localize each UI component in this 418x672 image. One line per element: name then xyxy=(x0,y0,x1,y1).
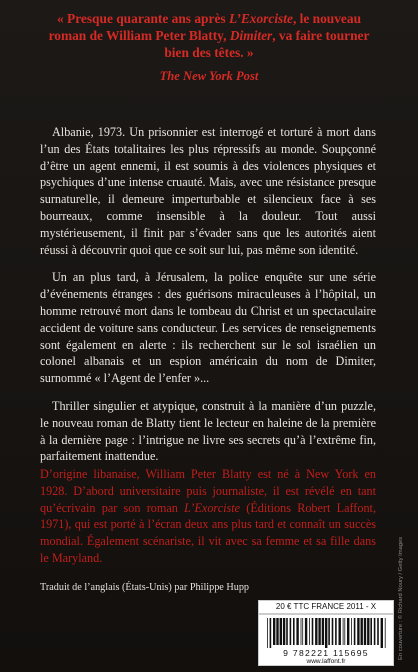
bio-part: D’origine libanaise, William Peter Blatty est né à New York en 1928. D’abord universitaire puis journaliste, il est révélé en tant qu’écrivain par son roman xyxy=(40,467,376,515)
barcode-bar xyxy=(293,618,295,645)
barcode-bar xyxy=(361,618,363,645)
barcode-bar xyxy=(325,618,327,648)
barcode xyxy=(265,618,387,648)
barcode-bar xyxy=(283,618,285,645)
quote-book-title: L’Exorciste xyxy=(228,11,293,26)
barcode-bar xyxy=(347,618,349,645)
barcode-bar xyxy=(315,618,317,645)
bio-part: (Éditions Robert Laffont, 1971), qui est porté à l’écran deux ans plus tard et connaît un succès mondial. Également scénariste, il vit avec sa femme et sa fille dans le Maryland. xyxy=(40,500,376,565)
barcode-bar xyxy=(367,618,369,645)
barcode-bar xyxy=(305,618,307,645)
barcode-bar xyxy=(322,618,324,645)
barcode-bar xyxy=(335,618,337,645)
barcode-bar xyxy=(332,618,334,645)
barcode-box xyxy=(258,614,394,666)
quote-source: The New York Post xyxy=(159,69,259,83)
synopsis-paragraph: Un an plus tard, à Jérusalem, la police enquête sur une série d’événements étranges : des guérisons miraculeuses à l’hôpital, un homme retrouvé mort dans le tombeau du Christ et un spectaculaire accident de voiture sans conducteur. Les services de renseignements sont également en alerte : ils recherchent sur le sol israélien un colonel albanais et un espion américain du nom de Dimiter, surnommé « l’Agent de l’enfer »... xyxy=(40,270,376,386)
barcode-bar xyxy=(328,618,330,645)
quote-book-title: Dimiter xyxy=(229,28,273,43)
synopsis-paragraph: Albanie, 1973. Un prisonnier est interrogé et torturé à mort dans l’un des États totalitaires les plus répressifs au monde. Soupçonné d’être un agent ennemi, il est soumis à des violences physiques et psychiques d’une intense cruauté. Mais, avec une résistance presque surnaturelle, il demeure imperturbable et silencieux face à ses bourreaux, comme insensible à la douleur. Tout aussi mystérieusement, il finit par s’évader sans que les autorités aient réussi à découvrir quoi que ce soit sur lui, pas même son identité. xyxy=(40,125,376,257)
barcode-bar xyxy=(344,618,345,645)
barcode-bar xyxy=(267,618,268,648)
barcode-bar xyxy=(364,618,366,645)
barcode-bar xyxy=(370,618,372,645)
barcode-bar xyxy=(301,618,302,645)
barcode-bar xyxy=(377,618,379,645)
barcode-bar xyxy=(302,618,303,645)
synopsis xyxy=(40,124,376,476)
barcode-bar xyxy=(374,618,376,645)
barcode-bar xyxy=(381,618,383,648)
quote-text xyxy=(40,10,378,61)
synopsis-paragraph: Thriller singulier et atypique, construit à la manière d’un puzzle, le nouveau roman de Blatty tient le lecteur en haleine de la première à la dernière page : l’intrigue ne livre ses secrets qu’à l’extrême fin, parfaitement inattendue. xyxy=(40,398,376,464)
quote-part: « Presque quarante ans après xyxy=(56,11,229,26)
quote-part: , va faire tourner bien des têtes. » xyxy=(164,28,370,60)
barcode-bar xyxy=(318,618,320,645)
barcode-bar xyxy=(290,618,292,645)
cover-photo-credit-text: En couverture : © Richard Noury / Getty Images xyxy=(398,536,404,660)
barcode-bar xyxy=(296,618,298,645)
barcode-bar xyxy=(276,618,278,645)
press-quote xyxy=(40,10,378,84)
quote-part: , le nouveau roman de William Peter Blatty, xyxy=(48,11,362,43)
isbn-number: 9 782221 115695 xyxy=(283,648,369,658)
price-label: 20 € TTC FRANCE 2011 - X xyxy=(258,600,394,614)
barcode-bar xyxy=(280,618,282,645)
barcode-bar xyxy=(385,618,386,648)
barcode-bar xyxy=(343,618,344,645)
barcode-bar xyxy=(339,618,341,645)
barcode-bar xyxy=(351,618,352,645)
bio-book-title: L’Exorciste xyxy=(184,500,241,515)
barcode-bar xyxy=(286,618,288,645)
author-bio xyxy=(40,466,376,567)
translator-credit: Traduit de l’anglais (États-Unis) par Philippe Hupp xyxy=(40,582,250,593)
barcode-bar xyxy=(312,618,314,645)
barcode-bar xyxy=(357,618,359,645)
barcode-bar xyxy=(309,618,310,645)
barcode-bar xyxy=(270,618,272,648)
barcode-bar xyxy=(354,618,356,645)
publisher-website: www.laffont.fr xyxy=(306,658,346,665)
barcode-bar xyxy=(273,618,275,645)
